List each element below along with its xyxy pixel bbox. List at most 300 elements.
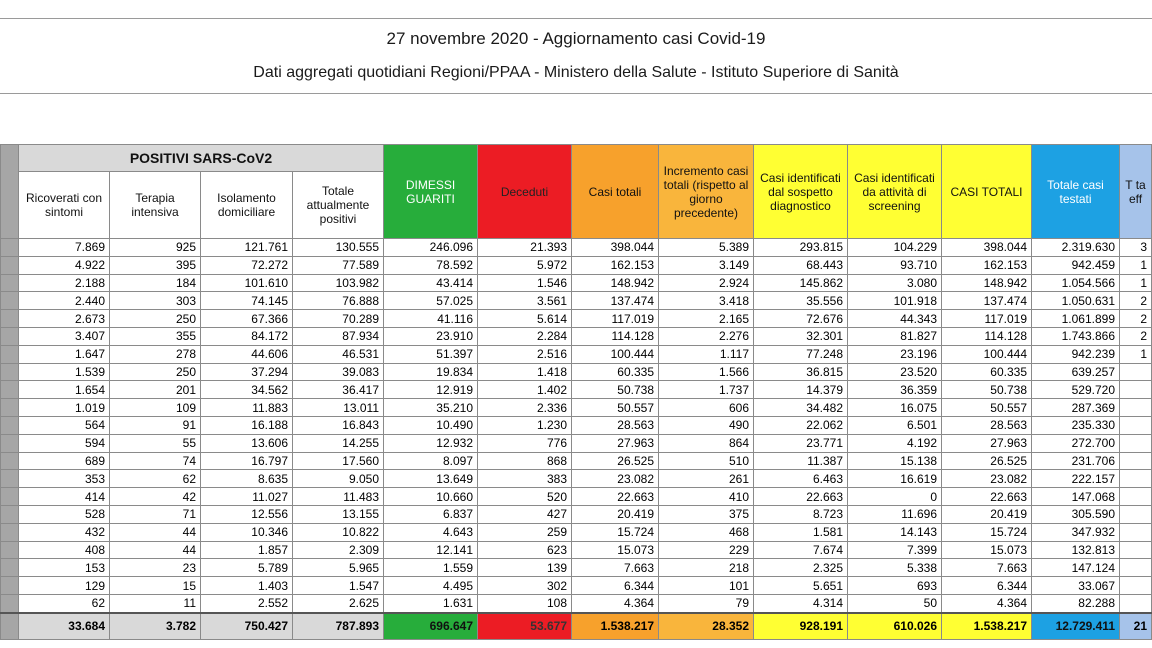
region-cell (1, 594, 19, 612)
table-cell: 520 (478, 488, 572, 506)
table-cell: 1.054.566 (1032, 274, 1120, 292)
table-cell (1120, 381, 1152, 399)
table-row (1, 523, 1152, 541)
total-cell: 1.538.217 (942, 613, 1032, 640)
table-row (1, 310, 1152, 328)
table-row (1, 434, 1152, 452)
table-cell: 15.073 (942, 541, 1032, 559)
table-cell: 490 (659, 416, 754, 434)
report-title: 27 novembre 2020 - Aggiornamento casi Covid-19 (386, 29, 766, 48)
table-cell: 3.561 (478, 292, 572, 310)
table-cell: 22.062 (754, 416, 848, 434)
table-cell: 50.557 (942, 399, 1032, 417)
table-cell: 1 (1120, 345, 1152, 363)
table-cell: 41.116 (384, 310, 478, 328)
table-cell: 147.068 (1032, 488, 1120, 506)
table-row (1, 292, 1152, 310)
total-cell: 1.538.217 (572, 613, 659, 640)
region-cell (1, 488, 19, 506)
table-cell: 229 (659, 541, 754, 559)
region-cell (1, 345, 19, 363)
table-cell: 2 (1120, 310, 1152, 328)
table-cell: 5.338 (848, 559, 942, 577)
region-cell (1, 613, 19, 640)
table-cell: 15.073 (572, 541, 659, 559)
table-cell: 20.419 (942, 505, 1032, 523)
region-cell (1, 470, 19, 488)
table-cell: 1.050.631 (1032, 292, 1120, 310)
region-cell (1, 559, 19, 577)
region-cell (1, 505, 19, 523)
table-cell: 78.592 (384, 256, 478, 274)
table-cell: 1 (1120, 256, 1152, 274)
table-cell: 137.474 (572, 292, 659, 310)
table-cell: 4.495 (384, 577, 478, 595)
region-column-header (1, 145, 19, 239)
table-row (1, 381, 1152, 399)
table-cell: 528 (19, 505, 110, 523)
table-cell: 184 (110, 274, 201, 292)
table-body (1, 239, 1152, 640)
region-cell (1, 434, 19, 452)
table-cell: 62 (19, 594, 110, 612)
table-cell: 22.663 (942, 488, 1032, 506)
col-header-screening: Casi identificati da attività di screening (848, 145, 942, 239)
table-cell: 3.149 (659, 256, 754, 274)
table-cell: 60.335 (942, 363, 1032, 381)
table-cell: 2.325 (754, 559, 848, 577)
total-cell: 750.427 (201, 613, 293, 640)
table-cell: 162.153 (572, 256, 659, 274)
table-cell: 35.556 (754, 292, 848, 310)
table-cell: 23.082 (572, 470, 659, 488)
table-cell: 26.525 (572, 452, 659, 470)
table-cell: 62 (110, 470, 201, 488)
region-cell (1, 523, 19, 541)
table-row (1, 239, 1152, 257)
table-row (1, 559, 1152, 577)
region-cell (1, 256, 19, 274)
region-cell (1, 416, 19, 434)
table-cell: 355 (110, 327, 201, 345)
table-cell: 6.344 (942, 577, 1032, 595)
table-cell: 77.589 (293, 256, 384, 274)
region-cell (1, 577, 19, 595)
table-cell: 4.643 (384, 523, 478, 541)
table-cell: 44 (110, 541, 201, 559)
region-cell (1, 399, 19, 417)
region-cell (1, 363, 19, 381)
table-cell: 2.673 (19, 310, 110, 328)
table-cell: 27.963 (572, 434, 659, 452)
table-cell: 1.566 (659, 363, 754, 381)
table-cell (1120, 577, 1152, 595)
table-cell: 15 (110, 577, 201, 595)
table-cell: 7.869 (19, 239, 110, 257)
table-cell: 130.555 (293, 239, 384, 257)
table-cell: 1.559 (384, 559, 478, 577)
table-cell: 1.019 (19, 399, 110, 417)
table-cell: 19.834 (384, 363, 478, 381)
table-cell: 67.366 (201, 310, 293, 328)
table-row (1, 345, 1152, 363)
table-cell: 1.403 (201, 577, 293, 595)
table-cell: 21.393 (478, 239, 572, 257)
table-cell: 1.581 (754, 523, 848, 541)
table-cell: 5.614 (478, 310, 572, 328)
table-cell: 2.625 (293, 594, 384, 612)
table-cell: 1.539 (19, 363, 110, 381)
table-cell: 91 (110, 416, 201, 434)
table-cell: 594 (19, 434, 110, 452)
table-cell: 82.288 (1032, 594, 1120, 612)
table-cell: 16.797 (201, 452, 293, 470)
table-cell: 22.663 (754, 488, 848, 506)
table-cell: 246.096 (384, 239, 478, 257)
table-cell (1120, 559, 1152, 577)
col-header-tamponi: T ta eff (1120, 145, 1152, 239)
table-cell: 278 (110, 345, 201, 363)
total-cell: 610.026 (848, 613, 942, 640)
table-cell: 60.335 (572, 363, 659, 381)
table-cell: 117.019 (572, 310, 659, 328)
table-cell: 250 (110, 363, 201, 381)
table-cell: 2.336 (478, 399, 572, 417)
table-cell (1120, 434, 1152, 452)
table-cell: 23 (110, 559, 201, 577)
table-cell: 13.155 (293, 505, 384, 523)
table-cell: 16.188 (201, 416, 293, 434)
table-cell: 7.674 (754, 541, 848, 559)
table-cell: 4.314 (754, 594, 848, 612)
table-cell: 50.738 (942, 381, 1032, 399)
table-cell: 28.563 (942, 416, 1032, 434)
table-cell: 1.654 (19, 381, 110, 399)
region-cell (1, 310, 19, 328)
table-cell: 2.516 (478, 345, 572, 363)
table-cell: 44 (110, 523, 201, 541)
table-cell: 4.364 (942, 594, 1032, 612)
table-cell: 8.097 (384, 452, 478, 470)
table-cell: 776 (478, 434, 572, 452)
table-cell: 693 (848, 577, 942, 595)
col-header-totale-positivi: Totale attualmente positivi (293, 172, 384, 239)
table-cell: 20.419 (572, 505, 659, 523)
table-cell: 33.067 (1032, 577, 1120, 595)
table-cell: 287.369 (1032, 399, 1120, 417)
region-cell (1, 381, 19, 399)
table-cell: 2.309 (293, 541, 384, 559)
table-cell: 250 (110, 310, 201, 328)
col-header-sospetto: Casi identificati dal sospetto diagnostico (754, 145, 848, 239)
table-cell: 3.080 (848, 274, 942, 292)
table-cell (1120, 505, 1152, 523)
table-cell: 109 (110, 399, 201, 417)
table-cell: 121.761 (201, 239, 293, 257)
table-cell: 100.444 (572, 345, 659, 363)
table-cell: 7.663 (572, 559, 659, 577)
report-header (0, 18, 1152, 94)
total-cell: 33.684 (19, 613, 110, 640)
table-cell: 606 (659, 399, 754, 417)
table-cell: 12.556 (201, 505, 293, 523)
table-cell: 28.563 (572, 416, 659, 434)
table-cell: 147.124 (1032, 559, 1120, 577)
table-cell: 5.389 (659, 239, 754, 257)
table-cell: 100.444 (942, 345, 1032, 363)
table-cell: 57.025 (384, 292, 478, 310)
col-header-isolamento: Isolamento domiciliare (201, 172, 293, 239)
table-cell: 398.044 (572, 239, 659, 257)
table-cell (1120, 488, 1152, 506)
table-cell: 17.560 (293, 452, 384, 470)
table-cell: 132.813 (1032, 541, 1120, 559)
table-cell: 79 (659, 594, 754, 612)
table-cell: 398.044 (942, 239, 1032, 257)
table-cell: 10.490 (384, 416, 478, 434)
table-cell: 42 (110, 488, 201, 506)
table-cell: 259 (478, 523, 572, 541)
table-cell: 129 (19, 577, 110, 595)
table-cell (1120, 363, 1152, 381)
region-cell (1, 327, 19, 345)
table-cell: 139 (478, 559, 572, 577)
table-cell: 27.963 (942, 434, 1032, 452)
table-cell: 43.414 (384, 274, 478, 292)
table-cell: 114.128 (942, 327, 1032, 345)
table-cell: 76.888 (293, 292, 384, 310)
table-cell: 4.922 (19, 256, 110, 274)
table-cell: 639.257 (1032, 363, 1120, 381)
table-cell: 10.822 (293, 523, 384, 541)
table-row (1, 274, 1152, 292)
col-header-casi-totali: Casi totali (572, 145, 659, 239)
table-cell: 104.229 (848, 239, 942, 257)
col-header-deceduti: Deceduti (478, 145, 572, 239)
table-cell: 23.520 (848, 363, 942, 381)
table-cell (1120, 416, 1152, 434)
table-cell: 34.562 (201, 381, 293, 399)
table-cell (1120, 594, 1152, 612)
table-cell: 4.192 (848, 434, 942, 452)
table-row (1, 541, 1152, 559)
totals-row (1, 613, 1152, 640)
total-cell: 3.782 (110, 613, 201, 640)
table-cell: 87.934 (293, 327, 384, 345)
table-cell: 2.188 (19, 274, 110, 292)
table-cell: 2 (1120, 292, 1152, 310)
table-cell: 36.815 (754, 363, 848, 381)
table-cell: 55 (110, 434, 201, 452)
col-header-testati: Totale casi testati (1032, 145, 1120, 239)
total-cell: 21 (1120, 613, 1152, 640)
table-row (1, 594, 1152, 612)
table-cell: 15.138 (848, 452, 942, 470)
table-cell: 11 (110, 594, 201, 612)
table-cell: 2.440 (19, 292, 110, 310)
table-cell: 3.407 (19, 327, 110, 345)
table-cell: 74.145 (201, 292, 293, 310)
table-cell: 114.128 (572, 327, 659, 345)
table-cell (1120, 399, 1152, 417)
table-cell: 44.343 (848, 310, 942, 328)
table-cell: 427 (478, 505, 572, 523)
table-cell: 1.857 (201, 541, 293, 559)
report-subtitle: Dati aggregati quotidiani Regioni/PPAA - Ministero della Salute - Istituto Superiore di Sanità (253, 64, 899, 81)
table-cell: 395 (110, 256, 201, 274)
table-cell: 16.619 (848, 470, 942, 488)
table-cell: 0 (848, 488, 942, 506)
col-header-ricoverati: Ricoverati con sintomi (19, 172, 110, 239)
table-cell: 11.883 (201, 399, 293, 417)
table-cell: 50 (848, 594, 942, 612)
table-cell: 689 (19, 452, 110, 470)
table-cell: 942.239 (1032, 345, 1120, 363)
table-cell: 12.919 (384, 381, 478, 399)
table-cell: 81.827 (848, 327, 942, 345)
table-cell: 1.547 (293, 577, 384, 595)
table-cell: 353 (19, 470, 110, 488)
table-cell: 72.272 (201, 256, 293, 274)
table-cell: 302 (478, 577, 572, 595)
table-cell: 26.525 (942, 452, 1032, 470)
table-cell: 9.050 (293, 470, 384, 488)
table-cell: 10.660 (384, 488, 478, 506)
region-cell (1, 452, 19, 470)
table-cell: 16.843 (293, 416, 384, 434)
table-cell: 68.443 (754, 256, 848, 274)
table-cell: 74 (110, 452, 201, 470)
table-cell (1120, 452, 1152, 470)
table-cell: 1.647 (19, 345, 110, 363)
table-cell: 35.210 (384, 399, 478, 417)
table-cell: 13.011 (293, 399, 384, 417)
table-cell: 51.397 (384, 345, 478, 363)
table-cell: 510 (659, 452, 754, 470)
table-cell: 1.743.866 (1032, 327, 1120, 345)
table-cell: 432 (19, 523, 110, 541)
table-cell: 117.019 (942, 310, 1032, 328)
table-cell: 383 (478, 470, 572, 488)
table-cell: 235.330 (1032, 416, 1120, 434)
table-cell: 623 (478, 541, 572, 559)
region-cell (1, 541, 19, 559)
table-cell: 5.972 (478, 256, 572, 274)
table-row (1, 505, 1152, 523)
table-cell: 14.379 (754, 381, 848, 399)
table-cell: 231.706 (1032, 452, 1120, 470)
table-row (1, 488, 1152, 506)
table-cell: 23.082 (942, 470, 1032, 488)
table-cell: 7.399 (848, 541, 942, 559)
table-cell: 2.284 (478, 327, 572, 345)
table-cell: 2.165 (659, 310, 754, 328)
table-cell: 13.649 (384, 470, 478, 488)
table-cell: 103.982 (293, 274, 384, 292)
table-cell: 1.737 (659, 381, 754, 399)
table-cell: 1.061.899 (1032, 310, 1120, 328)
table-cell: 44.606 (201, 345, 293, 363)
table-cell: 11.027 (201, 488, 293, 506)
table-cell: 137.474 (942, 292, 1032, 310)
table-cell: 2.319.630 (1032, 239, 1120, 257)
table-cell: 261 (659, 470, 754, 488)
table-cell: 5.789 (201, 559, 293, 577)
table-cell: 7.663 (942, 559, 1032, 577)
table-cell: 32.301 (754, 327, 848, 345)
table-row (1, 470, 1152, 488)
table-cell: 23.771 (754, 434, 848, 452)
table-cell: 2 (1120, 327, 1152, 345)
table-cell: 70.289 (293, 310, 384, 328)
table-cell: 77.248 (754, 345, 848, 363)
table-cell: 414 (19, 488, 110, 506)
total-cell: 53.677 (478, 613, 572, 640)
table-cell: 39.083 (293, 363, 384, 381)
table-cell: 201 (110, 381, 201, 399)
total-cell: 928.191 (754, 613, 848, 640)
table-cell: 36.417 (293, 381, 384, 399)
table-cell: 145.862 (754, 274, 848, 292)
table-cell: 14.255 (293, 434, 384, 452)
table-cell: 5.965 (293, 559, 384, 577)
table-cell: 50.557 (572, 399, 659, 417)
table-cell: 101.918 (848, 292, 942, 310)
table-cell: 529.720 (1032, 381, 1120, 399)
table-cell: 12.932 (384, 434, 478, 452)
table-cell: 11.483 (293, 488, 384, 506)
table-cell: 23.910 (384, 327, 478, 345)
table-cell: 13.606 (201, 434, 293, 452)
col-header-dimessi: DIMESSI GUARITI (384, 145, 478, 239)
table-row (1, 399, 1152, 417)
table-cell: 1.546 (478, 274, 572, 292)
covid-table-wrapper (0, 144, 1152, 640)
region-cell (1, 239, 19, 257)
table-cell: 6.837 (384, 505, 478, 523)
table-cell: 36.359 (848, 381, 942, 399)
table-cell: 22.663 (572, 488, 659, 506)
table-cell (1120, 523, 1152, 541)
table-cell: 222.157 (1032, 470, 1120, 488)
table-cell: 1.117 (659, 345, 754, 363)
table-cell: 6.501 (848, 416, 942, 434)
region-cell (1, 274, 19, 292)
table-cell: 4.364 (572, 594, 659, 612)
table-cell: 272.700 (1032, 434, 1120, 452)
table-cell: 2.924 (659, 274, 754, 292)
table-cell: 101 (659, 577, 754, 595)
table-cell: 15.724 (942, 523, 1032, 541)
table-row (1, 416, 1152, 434)
table-cell: 101.610 (201, 274, 293, 292)
table-row (1, 363, 1152, 381)
table-cell: 15.724 (572, 523, 659, 541)
table-cell: 468 (659, 523, 754, 541)
positivi-group-header: POSITIVI SARS-CoV2 (19, 145, 384, 172)
table-cell: 153 (19, 559, 110, 577)
table-cell: 864 (659, 434, 754, 452)
table-cell: 1.402 (478, 381, 572, 399)
table-cell: 37.294 (201, 363, 293, 381)
table-cell: 148.942 (572, 274, 659, 292)
total-cell: 787.893 (293, 613, 384, 640)
table-header-row-1 (1, 145, 1152, 172)
table-cell: 16.075 (848, 399, 942, 417)
table-cell: 12.141 (384, 541, 478, 559)
table-cell: 868 (478, 452, 572, 470)
table-cell: 1.418 (478, 363, 572, 381)
